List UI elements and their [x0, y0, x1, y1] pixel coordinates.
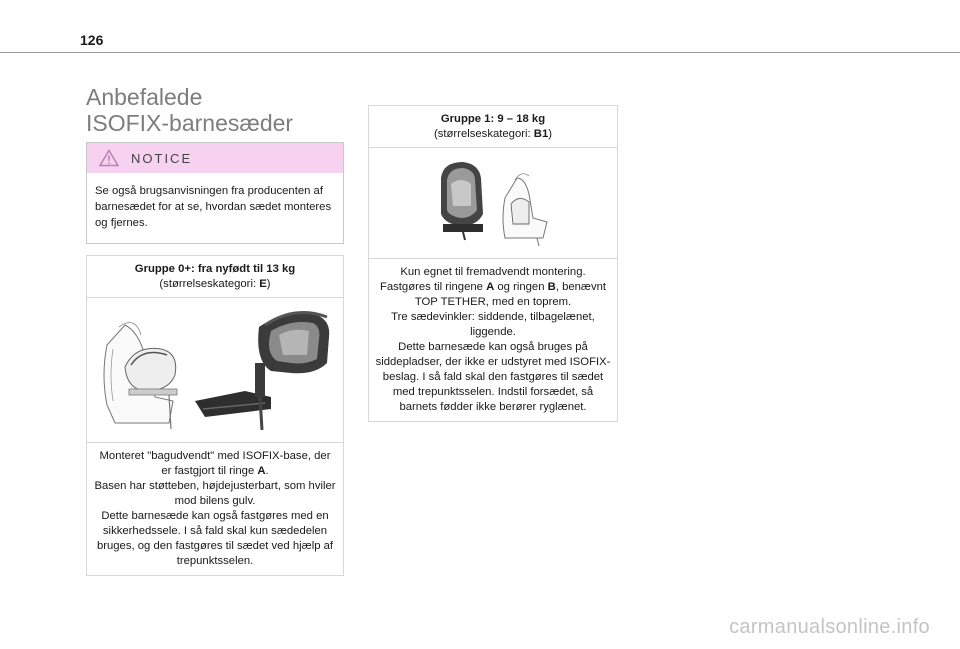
top-divider	[0, 52, 960, 53]
group1-desc-2b: A	[486, 281, 495, 293]
group0-category-suffix: )	[266, 278, 271, 290]
group0-desc-1b: A	[257, 465, 266, 477]
notice-box	[86, 142, 344, 244]
group1-illustration	[369, 148, 617, 259]
group0-desc-1a: Monteret "bagudvendt" med ISOFIX-base, der er fastgjort til ringe	[99, 450, 331, 477]
warning-triangle-icon	[99, 149, 119, 167]
group1-desc-2c: og ringen	[494, 281, 548, 293]
page-number: 126	[80, 32, 104, 48]
group1-desc-2d: B	[547, 281, 556, 293]
group1-desc-2a: Fastgøres til ringene	[379, 281, 487, 293]
notice-text: Se også brugsanvisningen fra producenten af barnesædet for at se, hvordan sædet monteres og fjernes.	[95, 185, 332, 229]
group1-caption	[369, 106, 617, 148]
group1-desc-paragraph-4: Dette barnesæde kan også bruges på siddepladser, der ikke er udstyret med ISOFIX-beslag. I så fald skal den fastgøres til sædet med trepunktsselen. Indstil forsædet, så barnets fødder ikke berører ryglænet.	[375, 341, 611, 413]
group1-desc-paragraph-2	[375, 280, 611, 310]
page-heading	[86, 84, 346, 136]
group0-category-prefix: (størrelseskategori:	[159, 278, 260, 290]
notice-header	[87, 143, 343, 173]
group0-description	[87, 443, 343, 575]
heading-line-1: Anbefalede	[86, 84, 203, 110]
group1-card	[368, 105, 618, 422]
group0-illustration	[87, 298, 343, 443]
watermark: carmanualsonline.info	[729, 616, 930, 638]
group0-card	[86, 255, 344, 576]
forward-facing-child-seat-image	[433, 158, 553, 248]
group1-category-value: B1	[533, 128, 549, 140]
group1-title: Gruppe 1: 9 – 18 kg	[440, 113, 546, 125]
notice-title: NOTICE	[131, 150, 193, 166]
group1-category-suffix: )	[548, 128, 553, 140]
group1-desc-paragraph-1: Kun egnet til fremadvendt montering.	[400, 266, 586, 278]
group0-desc-paragraph-1	[93, 449, 337, 479]
heading-line-2: ISOFIX-barnesæder	[86, 110, 294, 136]
infant-carrier-with-base-image	[95, 305, 335, 435]
group0-desc-paragraph-2: Basen har støtteben, højdejusterbart, som hviler mod bilens gulv.	[94, 480, 336, 507]
group1-desc-2e: , benævnt TOP TETHER, med en toprem.	[414, 281, 607, 308]
group1-desc-paragraph-3: Tre sædevinkler: siddende, tilbagelænet, liggende.	[391, 311, 595, 338]
group1-description	[369, 259, 617, 421]
group0-desc-1c: .	[265, 465, 269, 477]
group0-category-value: E	[259, 278, 267, 290]
group1-category-prefix: (størrelseskategori:	[433, 128, 534, 140]
group0-caption	[87, 256, 343, 298]
group0-title: Gruppe 0+: fra nyfødt til 13 kg	[134, 263, 296, 275]
group0-desc-paragraph-3: Dette barnesæde kan også fastgøres med en sikkerhedssele. I så fald skal kun sædedelen bruges, og den fastgøres til sædet ved hjælp af trepunktsselen.	[96, 510, 334, 567]
